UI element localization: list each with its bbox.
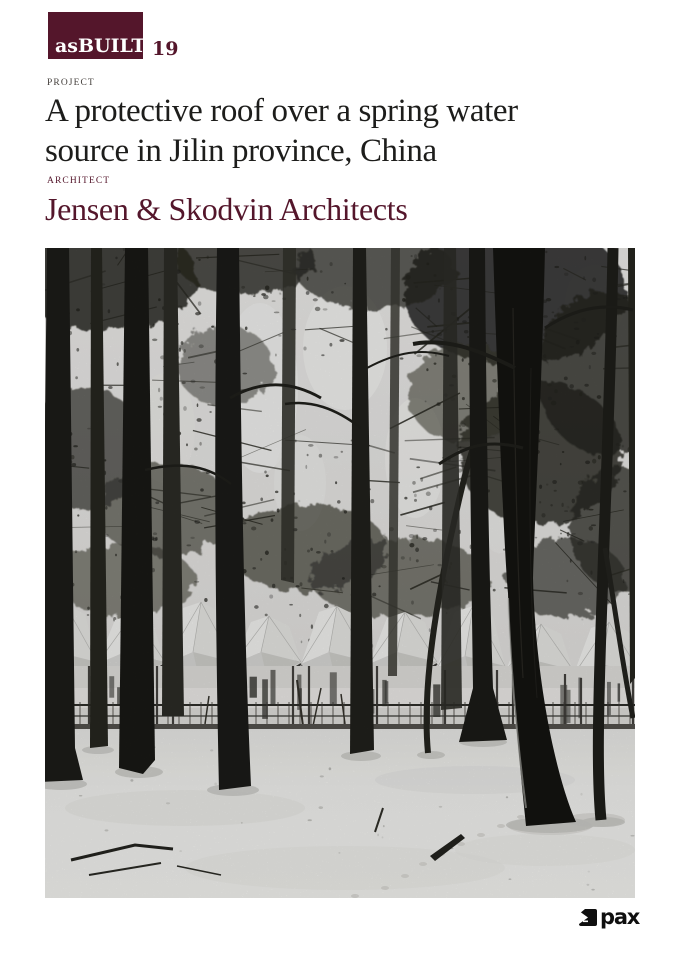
architect-label: ARCHITECT xyxy=(47,176,111,186)
photo-film-grain xyxy=(45,248,635,898)
cover-photo-illustration xyxy=(45,248,635,898)
project-label: PROJECT xyxy=(47,78,95,88)
pax-logo-icon xyxy=(579,908,598,927)
publisher-logo xyxy=(579,904,640,930)
issue-number: 19 xyxy=(152,38,179,60)
project-title-line2: source in Jilin province, China xyxy=(45,133,437,169)
asbuilt-logo-text: asBUILT xyxy=(55,35,146,57)
project-title xyxy=(45,91,518,171)
project-title-line1: A protective roof over a spring water xyxy=(45,93,518,129)
asbuilt-logo xyxy=(48,12,146,59)
pax-logo-text: pax xyxy=(600,904,640,930)
architect-name: Jensen & Skodvin Architects xyxy=(45,191,408,227)
cover-photo xyxy=(45,248,635,898)
